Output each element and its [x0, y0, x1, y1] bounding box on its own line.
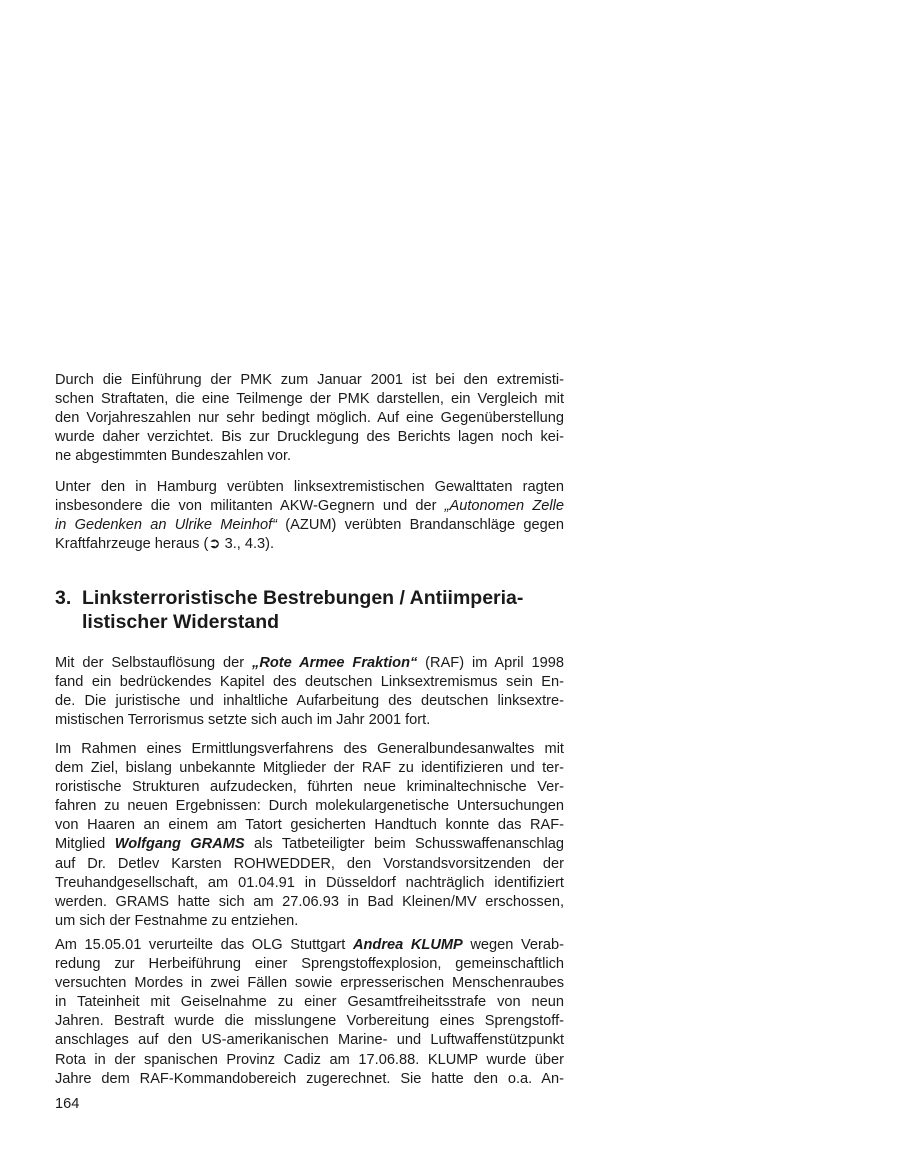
- text-segment: in Tateinheit mit Geiselnahme zu einer Gesamtfreiheitsstrafe von neun: [55, 994, 564, 1011]
- text-segment: Rota in der spanischen Provinz Cadiz am 17.06.88. KLUMP wurde über: [55, 1051, 564, 1068]
- text-line: [55, 740, 564, 759]
- text-line: [55, 692, 564, 711]
- page-number: 164: [55, 1096, 80, 1112]
- paragraph-pmk: [55, 371, 564, 466]
- text-segment: wurde daher verzichtet. Bis zur Drucklegung des Berichts lagen noch kei-: [55, 429, 564, 446]
- text-segment: (AZUM) verübten Brandanschläge gegen: [277, 517, 564, 534]
- paragraph-raf-dissolution: [55, 654, 564, 730]
- text-segment: redung zur Herbeiführung einer Sprengstoffexplosion, gemeinschaftlich: [55, 956, 564, 973]
- text-segment: Jahre dem RAF-Kommandobereich zugerechnet. Sie hatte den o.a. An-: [55, 1070, 564, 1087]
- text-segment: Mitglied: [55, 836, 115, 853]
- text-line: [55, 974, 564, 993]
- text-line: [55, 893, 564, 912]
- emphasized-text: in Gedenken an Ulrike Meinhof“: [55, 517, 278, 534]
- text-line: [55, 797, 564, 816]
- text-line: [55, 993, 564, 1012]
- text-line: [55, 1012, 564, 1031]
- text-segment: de. Die juristische und inhaltliche Aufarbeitung des deutschen linksextre-: [55, 693, 564, 710]
- heading-line-1: Linksterroristische Bestrebungen / Antiimperia-: [82, 587, 524, 609]
- text-segment: Jahren. Bestraft wurde die misslungene Vorbereitung eines Sprengstoff-: [55, 1013, 564, 1030]
- text-line: [55, 654, 564, 673]
- text-line: [55, 778, 564, 797]
- text-segment: anschlages auf den US-amerikanischen Marine- und Luftwaffenstützpunkt: [55, 1032, 564, 1049]
- text-segment: Unter den in Hamburg verübten linksextremistischen Gewalttaten ragten: [55, 479, 564, 495]
- section-number: 3.: [55, 587, 72, 609]
- text-segment: Treuhandgesellschaft, am 01.04.91 in Düsseldorf nachträglich identifiziert: [55, 874, 564, 891]
- text-line: [55, 816, 564, 835]
- text-segment: insbesondere die von militanten AKW-Gegnern und der: [55, 498, 445, 515]
- text-segment: fahren zu neuen Ergebnissen: Durch molekulargenetische Untersuchungen: [55, 798, 564, 815]
- text-line: [55, 428, 564, 447]
- text-line: [55, 516, 564, 535]
- text-line: [55, 855, 564, 874]
- text-line: [55, 759, 564, 778]
- text-line: [55, 447, 564, 466]
- text-line: [55, 673, 564, 692]
- text-segment: mistischen Terrorismus setzte sich auch im Jahr 2001 fort.: [55, 712, 431, 729]
- text-line: [55, 371, 564, 390]
- text-line: [55, 390, 564, 409]
- text-segment: als Tatbeteiligter beim Schusswaffenanschlag: [244, 836, 565, 853]
- text-line: [55, 535, 564, 554]
- text-segment: von Haaren an einem am Tatort gesicherten Handtuch konnte das RAF-: [55, 817, 564, 834]
- emphasized-text: „Autonomen Zelle: [444, 498, 564, 515]
- text-line: [55, 1070, 564, 1089]
- text-segment: den Vorjahreszahlen nur sehr bedingt möglich. Auf eine Gegenüberstellung: [55, 410, 564, 427]
- text-line: [55, 874, 564, 893]
- text-line: [55, 1031, 564, 1050]
- text-line: [55, 711, 564, 730]
- paragraph-klump: [55, 936, 564, 1089]
- text-line: [55, 936, 564, 955]
- text-line: [55, 835, 564, 854]
- text-line: [55, 497, 564, 516]
- text-line: [55, 955, 564, 974]
- text-segment: wegen Verab-: [462, 937, 564, 953]
- text-segment: schen Straftaten, die eine Teilmenge der PMK darstellen, ein Vergleich mit: [55, 391, 564, 408]
- text-line: [55, 912, 564, 931]
- text-segment: roristische Strukturen aufzudecken, führten neue kriminaltechnische Ver-: [55, 779, 564, 796]
- emphasized-text: „Rote Armee Fraktion“: [252, 655, 418, 671]
- text-segment: (RAF) im April 1998: [417, 655, 564, 671]
- text-segment: fand ein bedrückendes Kapitel des deutschen Linksextremismus sein En-: [55, 674, 564, 691]
- text-segment: Kraftfahrzeuge heraus (➲ 3., 4.3).: [55, 536, 275, 553]
- text-segment: dem Ziel, bislang unbekannte Mitglieder der RAF zu identifizieren und ter-: [55, 760, 564, 777]
- text-segment: Mit der Selbstauflösung der: [55, 655, 253, 671]
- section-heading: [55, 586, 575, 634]
- text-segment: Am 15.05.01 verurteilte das OLG Stuttgart: [55, 937, 353, 953]
- emphasized-text: Wolfgang GRAMS: [114, 836, 245, 853]
- text-segment: ne abgestimmten Bundeszahlen vor.: [55, 448, 292, 465]
- text-segment: auf Dr. Detlev Karsten ROHWEDDER, den Vorstandsvorsitzenden der: [55, 855, 564, 872]
- text-line: [55, 478, 564, 497]
- text-line: [55, 409, 564, 428]
- emphasized-text: Andrea KLUMP: [352, 937, 463, 953]
- heading-line-2: listischer Widerstand: [82, 611, 280, 633]
- text-segment: um sich der Festnahme zu entziehen.: [55, 912, 299, 929]
- paragraph-hamburg-attacks: [55, 478, 564, 554]
- paragraph-grams: [55, 740, 564, 931]
- text-segment: Im Rahmen eines Ermittlungsverfahrens des Generalbundesanwaltes mit: [55, 741, 564, 757]
- text-segment: werden. GRAMS hatte sich am 27.06.93 in Bad Kleinen/MV erschossen,: [55, 893, 564, 910]
- text-segment: Durch die Einführung der PMK zum Januar 2001 ist bei den extremisti-: [55, 372, 564, 388]
- text-segment: versuchten Mordes in zwei Fällen sowie erpresserischen Menschenraubes: [55, 975, 564, 992]
- text-line: [55, 1051, 564, 1070]
